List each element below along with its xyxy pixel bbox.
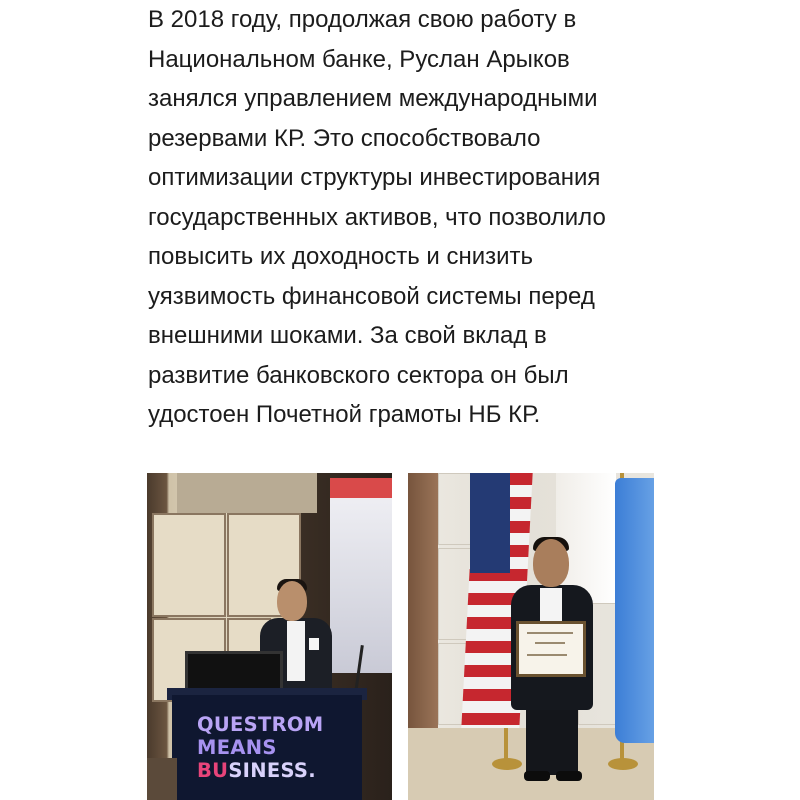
certificate-line: [527, 654, 567, 656]
article-paragraph: [148, 0, 668, 435]
paragraph-line: уязвимость финансовой системы перед: [148, 282, 595, 310]
paragraph-line: занялся управлением международными: [148, 85, 598, 112]
paragraph-line: удостоен Почетной грамоты НБ КР.: [148, 401, 541, 428]
blue-flag: [615, 478, 654, 743]
podium-sign: [197, 713, 323, 782]
conference-speaker-photo[interactable]: [147, 473, 392, 800]
paragraph-line: резервами КР. Это способствовало: [148, 124, 541, 152]
speaker-shirt: [287, 621, 305, 681]
recipient-trousers: [526, 703, 578, 775]
flag-stand: [608, 758, 638, 770]
projection-screen: [330, 478, 392, 673]
screen-header-strip: [330, 478, 392, 498]
shoe: [556, 771, 582, 781]
podium-sign-rest: SINESS.: [228, 759, 316, 782]
name-badge: [309, 638, 319, 650]
paragraph-line: внешними шоками. За свой вклад в: [148, 322, 547, 349]
paragraph-line: повысить их доходность и снизить: [148, 243, 534, 270]
speaker-head: [277, 581, 307, 621]
floor: [147, 758, 177, 800]
ceiling-panel: [177, 473, 317, 513]
paragraph-line: Национальном банке, Руслан Арыков: [148, 45, 570, 73]
paragraph-line: В 2018 году, продолжая свою работу в: [148, 6, 577, 33]
paragraph-line: развитие банковского сектора он был: [148, 361, 569, 389]
certificate-line: [527, 632, 573, 634]
us-flag-canton: [470, 473, 510, 573]
shoe: [524, 771, 550, 781]
award-ceremony-photo[interactable]: [408, 473, 654, 800]
paragraph-line: государственных активов, что позволило: [148, 203, 606, 231]
white-flag: [556, 473, 616, 603]
podium-sign-highlight: BU: [197, 759, 229, 782]
certificate-line: [535, 642, 565, 644]
flag-stand: [492, 758, 522, 770]
podium-sign-line: [197, 759, 323, 782]
paragraph-line: оптимизации структуры инвестирования: [148, 164, 601, 191]
podium-sign-line: QUESTROM: [197, 713, 324, 736]
award-certificate: [516, 621, 586, 677]
recipient-head: [533, 539, 569, 587]
podium-sign-line: MEANS: [197, 736, 277, 759]
wall-panel: [152, 513, 226, 617]
